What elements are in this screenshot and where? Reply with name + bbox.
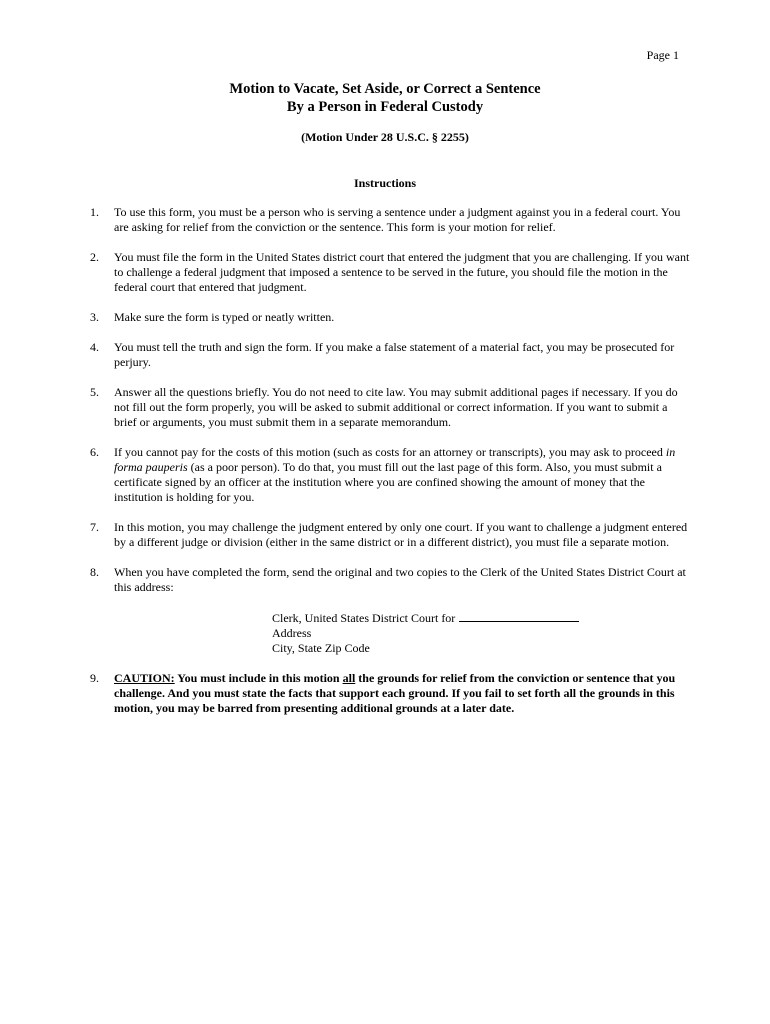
title-line-1: Motion to Vacate, Set Aside, or Correct a Sentence (229, 81, 541, 97)
instructions-list (90, 205, 690, 731)
item-text: You must file the form in the United States district court that entered the judgment that you are challenging. If you want to challenge a federal judgment that imposed a sentence to be served in the future, you should file the motion in the federal court that entered that judgment. (114, 250, 690, 294)
item-number: 3. (90, 310, 99, 324)
item-number: 5. (90, 385, 99, 399)
item-text (114, 445, 690, 505)
instruction-item-9 (90, 671, 690, 716)
instruction-item-3 (90, 310, 690, 325)
title-line-2: By a Person in Federal Custody (286, 99, 484, 115)
item-number: 7. (90, 520, 99, 534)
caution-label: CAUTION: (114, 671, 175, 685)
address-line-1 (272, 610, 690, 626)
instruction-item-7 (90, 520, 690, 550)
item-text: When you have completed the form, send the original and two copies to the Clerk of the United States District Court at this address: (114, 565, 686, 594)
item-number: 4. (90, 340, 99, 354)
instructions-heading: Instructions (353, 176, 416, 190)
item-number: 6. (90, 445, 99, 459)
item-text: In this motion, you may challenge the judgment entered by only one court. If you want to challenge a judgment entered by a different judge or division (either in the same district or in a different district), you must file a separate motion. (114, 520, 688, 549)
item-text-before: If you cannot pay for the costs of this motion (such as costs for an attorney or transcripts), you may ask to proceed (114, 445, 666, 459)
instruction-item-1 (90, 205, 690, 235)
page-number: Page 1 (646, 48, 679, 62)
document-subtitle: (Motion Under 28 U.S.C. § 2255) (301, 130, 469, 144)
in-forma-pauperis-text: in forma pauperis (114, 445, 676, 474)
district-blank-line (459, 610, 579, 622)
address-line-2: Address (272, 626, 312, 640)
address-line-3: City, State Zip Code (272, 641, 370, 655)
item-number: 8. (90, 565, 99, 579)
clerk-address-block (272, 610, 690, 656)
item-number: 1. (90, 205, 99, 219)
instruction-item-4 (90, 340, 690, 370)
instruction-item-6 (90, 445, 690, 505)
item-number: 9. (90, 671, 99, 685)
item-number: 2. (90, 250, 99, 264)
item-text: To use this form, you must be a person who is serving a sentence under a judgment against you in a federal court. You are asking for relief from the conviction or the sentence. This form is your motion for relief. (114, 205, 681, 234)
item-text: You must tell the truth and sign the form. If you make a false statement of a material fact, you may be prosecuted for perjury. (114, 340, 675, 369)
instruction-item-8 (90, 565, 690, 656)
instruction-item-2 (90, 250, 690, 295)
item-text-before: You must include in this motion (174, 671, 343, 685)
item-text (114, 671, 690, 716)
document-title (0, 80, 770, 116)
item-text-after: (as a poor person). To do that, you must fill out the last page of this form. Also, you must submit a certificate signed by an officer at the institution where you are confined showing the amount of money that the institution is holding for you. (114, 460, 662, 504)
item-text: Make sure the form is typed or neatly written. (114, 310, 335, 324)
item-text: Answer all the questions briefly. You do not need to cite law. You may submit additional pages if necessary. If you do not fill out the form properly, you will be asked to submit additional or correct information. If you want to submit a brief or arguments, you must submit them in a separate memorandum. (114, 385, 678, 429)
clerk-label: Clerk, United States District Court for (272, 611, 456, 625)
item-text-after: the grounds for relief from the conviction or sentence that you challenge. And you must state the facts that support each ground. If you fail to set forth all the grounds in this motion, you may be barred from presenting additional grounds at a later date. (114, 671, 676, 715)
all-emphasis: all (342, 671, 356, 685)
instruction-item-5 (90, 385, 690, 430)
